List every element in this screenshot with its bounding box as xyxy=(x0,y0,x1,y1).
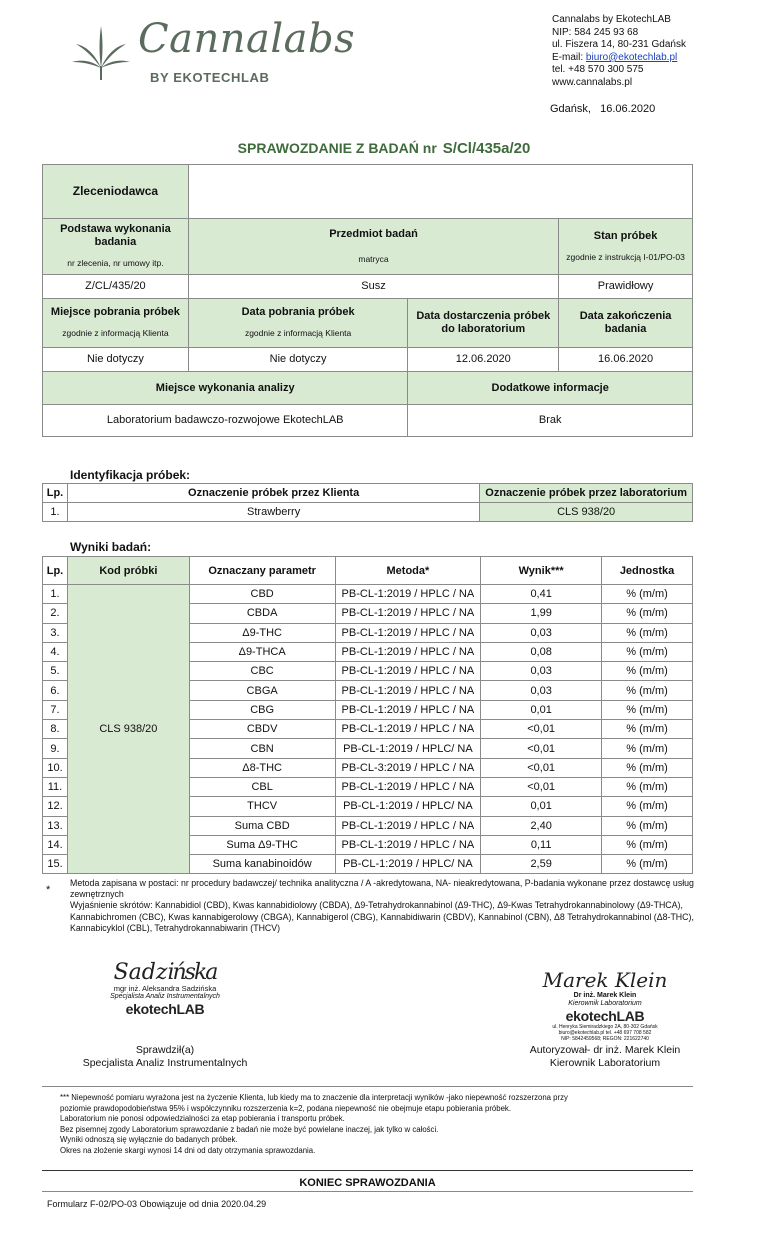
date: 16.06.2020 xyxy=(600,103,656,115)
row-lp: 5. xyxy=(43,662,68,681)
row-unit: % (m/m) xyxy=(602,604,693,623)
row-lp: 6. xyxy=(43,681,68,700)
row-param: CBG xyxy=(189,700,335,719)
footer-note-line: Bez pisemnej zgody Laboratorium sprawozdanie z badań nie może być powielane inaczej, jak tylko w całości. xyxy=(60,1124,439,1134)
id-row-lp: 1. xyxy=(43,503,68,522)
analysis-place-value: Laboratorium badawczo-rozwojowe EkotechLAB xyxy=(43,405,408,437)
company-phone: tel. +48 570 300 575 xyxy=(552,64,644,76)
col-code: Kod próbki xyxy=(67,557,189,585)
row-method: PB-CL-1:2019 / HPLC / NA xyxy=(335,720,481,739)
row-result: 2,59 xyxy=(481,855,602,874)
results-section-label: Wyniki badań: xyxy=(70,540,152,554)
company-email-row xyxy=(552,52,686,65)
row-method: PB-CL-1:2019 / HPLC / NA xyxy=(335,642,481,661)
row-unit: % (m/m) xyxy=(602,835,693,854)
company-website: www.cannalabs.pl xyxy=(552,76,633,88)
sample-code-cell: CLS 938/20 xyxy=(67,585,189,874)
row-unit: % (m/m) xyxy=(602,642,693,661)
id-col-lab: Oznaczenie próbek przez laboratorium xyxy=(480,484,693,503)
row-lp: 13. xyxy=(43,816,68,835)
signer-left-role: Specjalista Analiz Instrumentalnych xyxy=(110,993,220,1000)
row-param: CBC xyxy=(189,662,335,681)
row-method: PB-CL-1:2019 / HPLC / NA xyxy=(335,585,481,604)
order-info-table xyxy=(42,164,693,437)
footer-divider-end xyxy=(42,1170,693,1171)
basis-value: Z/CL/435/20 xyxy=(43,275,189,299)
row-method: PB-CL-1:2019 / HPLC/ NA xyxy=(335,739,481,758)
row-lp: 8. xyxy=(43,720,68,739)
row-result: <0,01 xyxy=(481,739,602,758)
abbreviations-note: Wyjaśnienie skrótów: Kannabidiol (CBD), Kwas kannabidiolowy (CBDA), Δ9-Tetrahydrokannabinol (Δ9-THC), Δ9-Kwas Tetrahydrokannabinolowy (Δ9-THCA), Kannabichromen (CBC), Kwas kannabigerolowy (CBGA), Kannabigerol (CBG), Kannabidiwarin (CBDV), Kannabinol (CBN), Δ8 Tetrahydrokannabinol (Δ8-THC), Kannabicyklol (CBL), Tetrahydrokannabiwarin (THCV) xyxy=(70,900,694,933)
identification-section-label: Identyfikacja próbek: xyxy=(70,468,191,482)
row-method: PB-CL-1:2019 / HPLC / NA xyxy=(335,777,481,796)
signature-scribble-left: Sadzińska xyxy=(113,960,217,985)
row-result: <0,01 xyxy=(481,777,602,796)
footer-note-line: Laboratorium nie ponosi odpowiedzialności za etap pobierania i transportu próbek. xyxy=(60,1114,345,1123)
row-unit: % (m/m) xyxy=(602,623,693,642)
row-param: CBGA xyxy=(189,681,335,700)
row-lp: 9. xyxy=(43,739,68,758)
table-row xyxy=(43,585,693,604)
row-param: Suma CBD xyxy=(189,816,335,835)
row-param: THCV xyxy=(189,797,335,816)
row-unit: % (m/m) xyxy=(602,681,693,700)
cannabis-leaf-icon xyxy=(70,22,132,84)
row-unit: % (m/m) xyxy=(602,585,693,604)
finish-value: 16.06.2020 xyxy=(559,348,693,372)
row-result: 0,01 xyxy=(481,700,602,719)
col-result: Wynik*** xyxy=(481,557,602,585)
row-method: PB-CL-1:2019 / HPLC / NA xyxy=(335,681,481,700)
row-param: Suma Δ9-THC xyxy=(189,835,335,854)
row-result: 2,40 xyxy=(481,816,602,835)
row-param: CBDA xyxy=(189,604,335,623)
col-method: Metoda* xyxy=(335,557,481,585)
row-result: 0,11 xyxy=(481,835,602,854)
col-param: Oznaczany parametr xyxy=(189,557,335,585)
row-param: Δ9-THC xyxy=(189,623,335,642)
row-method: PB-CL-1:2019 / HPLC / NA xyxy=(335,604,481,623)
row-param: CBDV xyxy=(189,720,335,739)
email-link[interactable]: biuro@ekotechlab.pl xyxy=(585,51,678,63)
subject-value: Susz xyxy=(188,275,558,299)
report-title xyxy=(0,140,768,157)
row-lp: 10. xyxy=(43,758,68,777)
method-note-star: * xyxy=(46,884,51,896)
footer-note-line: poziomie prawdopodobieństwa 95% i współczynniku rozszerzenia k=2, podana niepewność nie obejmuje etapu pobierania próbek. xyxy=(60,1103,511,1113)
extra-info-label: Dodatkowe informacje xyxy=(408,372,693,405)
row-result: 1,99 xyxy=(481,604,602,623)
logo-subtitle: BY EKOTECHLAB xyxy=(150,70,270,85)
sampling-date-value: Nie dotyczy xyxy=(188,348,408,372)
row-result: <0,01 xyxy=(481,720,602,739)
row-param: Δ8-THC xyxy=(189,758,335,777)
row-lp: 2. xyxy=(43,604,68,623)
row-param: Δ9-THCA xyxy=(189,642,335,661)
place: Gdańsk, xyxy=(550,103,591,115)
row-result: 0,03 xyxy=(481,681,602,700)
company-logo xyxy=(70,14,356,94)
stamp-right-addr1: ul. Henryka Siemiradzkiego 2A, 80-302 Gdańsk xyxy=(552,1024,658,1030)
stamp-right-addr3: NIP: 5842459568; REGON: 221622740 xyxy=(561,1036,649,1042)
form-reference: Formularz F-02/PO-03 Obowiązuje od dnia 2020.04.29 xyxy=(47,1199,267,1209)
row-method: PB-CL-1:2019 / HPLC / NA xyxy=(335,816,481,835)
stamp-right: ekotechLAB xyxy=(565,1008,645,1024)
sampling-date-label: Data pobrania próbek xyxy=(241,306,355,318)
row-method: PB-CL-1:2019 / HPLC/ NA xyxy=(335,797,481,816)
method-note: Metoda zapisana w postaci: nr procedury badawczej/ technika analityczna / A -akredytowana, NA- nieakredytowana, P-badania wykonane przez dostawcę usług zewnętrznych xyxy=(70,878,694,900)
delivery-value: 12.06.2020 xyxy=(408,348,559,372)
end-of-report-title: KONIEC SPRAWOZDANIA xyxy=(299,1177,436,1189)
signature-scribble-right: Marek Klein xyxy=(542,968,668,992)
sampling-place-label: Miejsce pobrania próbek xyxy=(50,306,180,318)
delivery-label: Data dostarczenia próbek do laboratorium xyxy=(408,299,559,348)
logo-wordmark: Cannalabs xyxy=(138,16,356,62)
sampling-place-sub: zgodnie z informacją Klienta xyxy=(62,328,169,338)
footer-divider-top xyxy=(42,1086,693,1087)
row-method: PB-CL-3:2019 / HPLC / NA xyxy=(335,758,481,777)
basis-sub: nr zlecenia, nr umowy itp. xyxy=(67,258,164,268)
sampling-date-header xyxy=(188,299,408,348)
signature-right xyxy=(520,968,690,1042)
right-caption-1: Autoryzował- dr inż. Marek Klein xyxy=(529,1044,681,1056)
footer-note-line: Wyniki odnoszą się wyłącznie do badanych próbek. xyxy=(60,1135,238,1144)
row-lp: 7. xyxy=(43,700,68,719)
footer-note-line: *** Niepewność pomiaru wyrażona jest na życzenie Klienta, lub kiedy ma to znaczenie dla interpretacji wyników -jako niepewność rozszerzona przy xyxy=(60,1093,568,1102)
row-method: PB-CL-1:2019 / HPLC / NA xyxy=(335,835,481,854)
row-lp: 12. xyxy=(43,797,68,816)
row-unit: % (m/m) xyxy=(602,816,693,835)
report-number: S/Cl/435a/20 xyxy=(442,140,531,157)
id-row-lab: CLS 938/20 xyxy=(480,503,693,522)
left-caption xyxy=(70,1044,260,1070)
basis-header xyxy=(43,219,189,275)
company-address: ul. Fiszera 14, 80-231 Gdańsk xyxy=(552,39,686,51)
row-result: <0,01 xyxy=(481,758,602,777)
id-col-client: Oznaczenie próbek przez Klienta xyxy=(67,484,479,503)
analysis-place-label: Miejsce wykonania analizy xyxy=(43,372,408,405)
row-unit: % (m/m) xyxy=(602,758,693,777)
row-param: CBD xyxy=(189,585,335,604)
signature-left xyxy=(80,960,250,1017)
subject-header xyxy=(188,219,558,275)
state-header xyxy=(559,219,693,275)
col-unit: Jednostka xyxy=(602,557,693,585)
email-label: E-mail: xyxy=(552,51,586,63)
sampling-date-sub: zgodnie z informacją Klienta xyxy=(244,328,352,338)
client-value xyxy=(188,165,692,219)
footer-divider-bottom xyxy=(42,1191,693,1192)
signer-right-role: Kierownik Laboratorium xyxy=(568,1000,642,1007)
signer-left-name: mgr inż. Aleksandra Sadzińska xyxy=(113,984,217,993)
state-sub: zgodnie z instrukcją I-01/PO-03 xyxy=(566,251,685,262)
row-param: Suma kanabinoidów xyxy=(189,855,335,874)
row-lp: 3. xyxy=(43,623,68,642)
row-result: 0,08 xyxy=(481,642,602,661)
row-method: PB-CL-1:2019 / HPLC/ NA xyxy=(335,855,481,874)
state-label: Stan próbek xyxy=(593,229,658,242)
company-name: Cannalabs by EkotechLAB xyxy=(552,14,671,25)
place-date xyxy=(550,103,655,115)
row-lp: 11. xyxy=(43,777,68,796)
stamp-left: ekotechLAB xyxy=(125,1001,205,1017)
footer-note-line: Okres na złożenie skargi wynosi 14 dni od daty otrzymania sprawozdania. xyxy=(60,1145,316,1155)
subject-label: Przedmiot badań xyxy=(329,227,418,240)
row-result: 0,01 xyxy=(481,797,602,816)
row-param: CBN xyxy=(189,739,335,758)
row-unit: % (m/m) xyxy=(602,739,693,758)
state-value: Prawidłowy xyxy=(559,275,693,299)
stamp-right-addr2: biuro@ekotechlab.pl tel. +48 697 708 582 xyxy=(558,1030,652,1036)
company-nip: NIP: 584 245 93 68 xyxy=(552,26,639,38)
row-unit: % (m/m) xyxy=(602,720,693,739)
row-result: 0,41 xyxy=(481,585,602,604)
row-method: PB-CL-1:2019 / HPLC / NA xyxy=(335,662,481,681)
left-caption-2: Specjalista Analiz Instrumentalnych xyxy=(82,1057,248,1069)
id-col-lp: Lp. xyxy=(43,484,68,503)
row-param: CBL xyxy=(189,777,335,796)
subject-sub: matryca xyxy=(358,253,389,264)
row-method: PB-CL-1:2019 / HPLC / NA xyxy=(335,700,481,719)
basis-label: Podstawa wykonania badania xyxy=(60,223,171,248)
row-lp: 14. xyxy=(43,835,68,854)
right-caption xyxy=(510,1044,700,1070)
col-lp: Lp. xyxy=(43,557,68,585)
row-lp: 15. xyxy=(43,855,68,874)
identification-table xyxy=(42,483,693,522)
row-result: 0,03 xyxy=(481,623,602,642)
finish-label: Data zakończenia badania xyxy=(559,299,693,348)
footer-notes xyxy=(60,1093,680,1156)
right-caption-2: Kierownik Laboratorium xyxy=(549,1057,661,1069)
row-unit: % (m/m) xyxy=(602,700,693,719)
company-info xyxy=(552,14,686,90)
results-table xyxy=(42,556,693,874)
sampling-place-header xyxy=(43,299,189,348)
row-method: PB-CL-1:2019 / HPLC / NA xyxy=(335,623,481,642)
row-unit: % (m/m) xyxy=(602,797,693,816)
id-row-client: Strawberry xyxy=(67,503,479,522)
extra-info-value: Brak xyxy=(408,405,693,437)
row-unit: % (m/m) xyxy=(602,777,693,796)
row-unit: % (m/m) xyxy=(602,662,693,681)
signer-right-name: Dr inż. Marek Klein xyxy=(573,992,637,999)
row-unit: % (m/m) xyxy=(602,855,693,874)
client-label: Zleceniodawca xyxy=(43,165,189,219)
report-title-text: SPRAWOZDANIE Z BADAŃ nr xyxy=(237,140,437,156)
row-result: 0,03 xyxy=(481,662,602,681)
sampling-place-value: Nie dotyczy xyxy=(43,348,189,372)
left-caption-1: Sprawdził(a) xyxy=(135,1044,195,1056)
notes-block xyxy=(70,878,700,934)
row-lp: 4. xyxy=(43,642,68,661)
row-lp: 1. xyxy=(43,585,68,604)
